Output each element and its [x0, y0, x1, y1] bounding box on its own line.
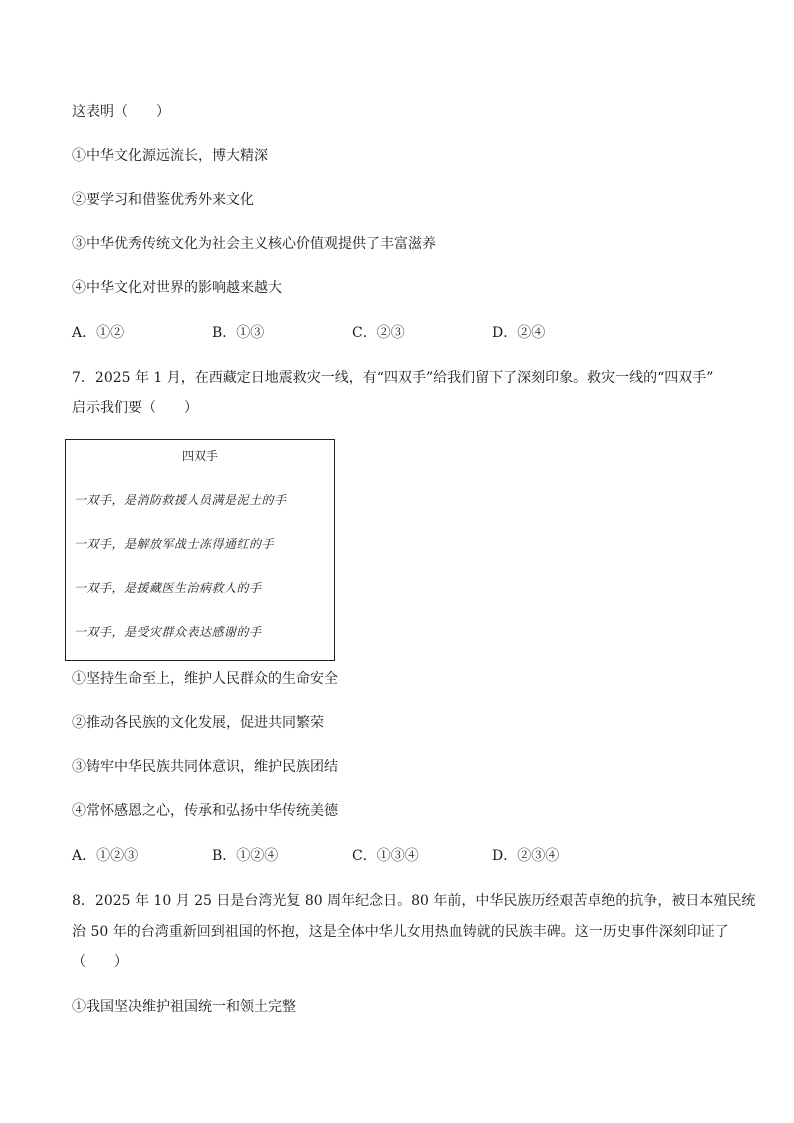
q7-stem-line-1: 7．2025 年 1 月，在西藏定日地震救灾一线，有“四双手”给我们留下了深刻印象。救灾一线的“四双手” [72, 370, 714, 386]
q7-statement-3: ③铸牢中华民族共同体意识，维护民族团结 [72, 759, 338, 775]
box-title: 四双手 [181, 449, 218, 463]
q7-option-c[interactable]: C．①③④ [352, 848, 419, 864]
q6-statement-4: ④中华文化对世界的影响越来越大 [72, 280, 282, 296]
q7-statement-2: ②推动各民族的文化发展，促进共同繁荣 [72, 715, 324, 731]
q6-statement-2: ②要学习和借鉴优秀外来文化 [72, 192, 254, 208]
q6-stem-tail: 这表明（ ） [72, 104, 170, 120]
box-line-1: 一双手，是消防救援人员满是泥土的手 [74, 493, 287, 507]
q6-statement-3: ③中华优秀传统文化为社会主义核心价值观提供了丰富滋养 [72, 236, 436, 252]
q6-option-c[interactable]: C．②③ [352, 325, 405, 341]
four-hands-box [65, 439, 335, 661]
q7-statement-4: ④常怀感恩之心，传承和弘扬中华传统美德 [72, 803, 338, 819]
q6-statement-1: ①中华文化源远流长，博大精深 [72, 148, 268, 164]
q8-stem-line-1: 8．2025 年 10 月 25 日是台湾光复 80 周年纪念日。80 年前，中华民族历经艰苦卓绝的抗争，被日本殖民统 [72, 893, 756, 909]
q8-stem-line-2: 治 50 年的台湾重新回到祖国的怀抱，这是全体中华儿女用热血铸就的民族丰碑。这一历史事件深刻印证了 [72, 924, 729, 940]
q6-option-a[interactable]: A．①② [72, 325, 125, 341]
box-line-4: 一双手，是受灾群众表达感谢的手 [74, 625, 262, 639]
q8-stem-line-3: （ ） [72, 954, 128, 970]
q7-stem-line-2: 启示我们要（ ） [72, 400, 198, 416]
box-line-2: 一双手，是解放军战士冻得通红的手 [74, 537, 275, 551]
box-line-3: 一双手，是援藏医生治病救人的手 [74, 581, 262, 595]
q7-option-d[interactable]: D．②③④ [492, 848, 560, 864]
q7-statement-1: ①坚持生命至上，维护人民群众的生命安全 [72, 671, 338, 687]
q7-option-b[interactable]: B．①②④ [212, 848, 279, 864]
q8-statement-1: ①我国坚决维护祖国统一和领土完整 [72, 999, 296, 1015]
q6-option-b[interactable]: B．①③ [212, 325, 265, 341]
q7-option-a[interactable]: A．①②③ [72, 848, 139, 864]
q6-option-d[interactable]: D．②④ [492, 325, 546, 341]
